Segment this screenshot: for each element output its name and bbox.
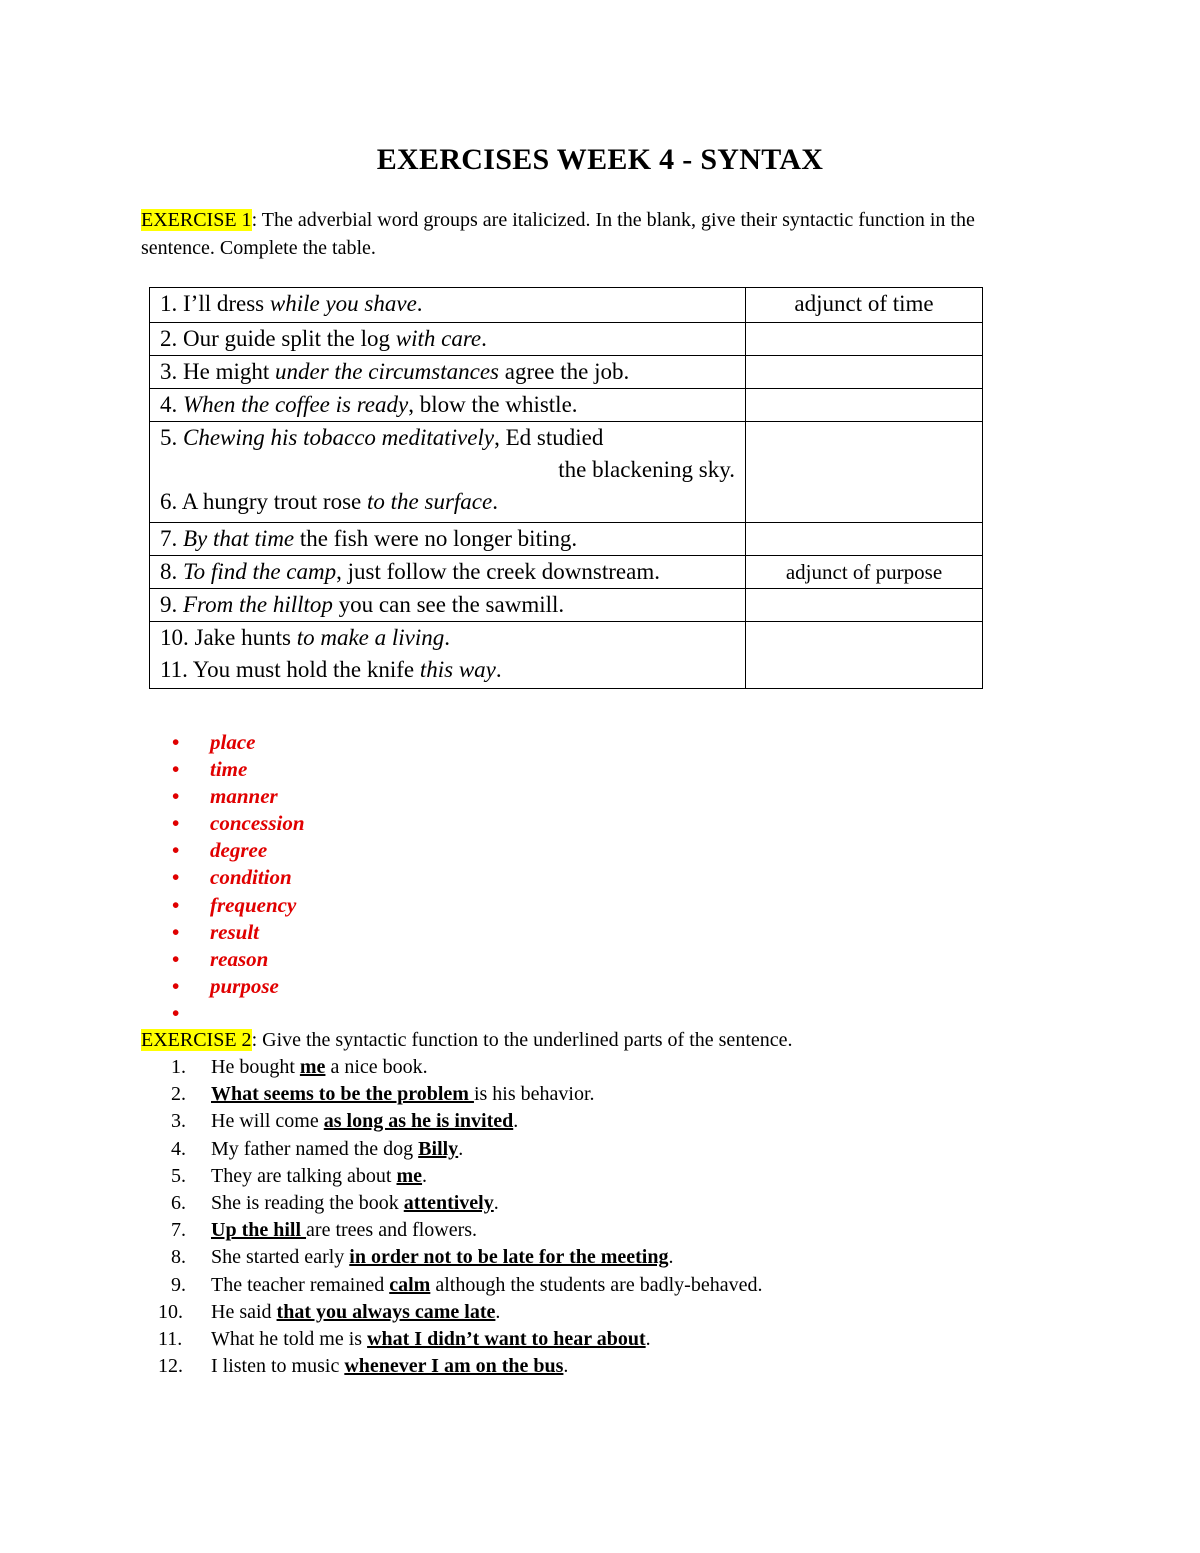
list-item: 11. What he told me is what I didn’t want to hear about. [158,1327,651,1350]
list-item: 8. She started early in order not to be late for the meeting. [171,1246,674,1269]
sentence-cell: 4. When the coffee is ready, blow the whistle. [150,389,746,422]
answer-cell[interactable] [746,356,983,389]
list-item: • manner [172,783,305,810]
sentence-cell: 3. He might under the circumstances agree the job. [150,356,746,389]
list-item: • concession [172,810,305,837]
list-item: 7. Up the hill are trees and flowers. [171,1219,478,1242]
sentence-cell: 5. Chewing his tobacco meditatively, Ed studied the blackening sky. 6. A hungry trout rose to the surface. [150,422,746,523]
table-row [150,523,983,556]
list-item: 4. My father named the dog Billy. [171,1137,464,1160]
sentence-cell: 9. From the hilltop you can see the sawmill. [150,589,746,622]
list-item: 9. The teacher remained calm although the students are badly-behaved. [171,1273,763,1296]
answer-cell[interactable] [746,422,983,523]
exercise-1-table [149,287,983,689]
answer-cell[interactable] [746,523,983,556]
list-item: • degree [172,837,305,864]
table-row [150,556,983,589]
exercise-1-text: : The adverbial word groups are italicized. In the blank, give their syntactic function in the sentence. Complete the table. [141,209,975,259]
answer-cell[interactable] [746,389,983,422]
list-item: • frequency [172,892,305,919]
list-item: • result [172,919,305,946]
exercise-2-list [140,1054,762,1380]
answer-cell[interactable] [746,589,983,622]
answer-cell[interactable] [746,622,983,689]
exercise-2-text: : Give the syntactic function to the underlined parts of the sentence. [251,1029,793,1051]
sentence-cell: 2. Our guide split the log with care. [150,323,746,356]
list-item: • place [172,729,305,756]
table-row [150,356,983,389]
sentence-cell: 7. By that time the fish were no longer biting. [150,523,746,556]
exercise-2-label: EXERCISE 2 [141,1029,252,1051]
function-options-list [172,729,305,1027]
exercise-1-label: EXERCISE 1 [141,209,252,231]
answer-cell[interactable]: adjunct of time [746,288,983,323]
answer-cell[interactable] [746,323,983,356]
table-row [150,589,983,622]
list-item: 3. He will come as long as he is invited. [171,1110,519,1133]
sentence-cell: 1. I’ll dress while you shave. [150,288,746,323]
list-item [172,1000,305,1027]
page-title: EXERCISES WEEK 4 - SYNTAX [376,143,824,176]
table-row [150,389,983,422]
sentence-cell: 10. Jake hunts to make a living. 11. You must hold the knife this way. [150,622,746,689]
list-item: 10. He said that you always came late. [158,1300,501,1323]
list-item: 12. I listen to music whenever I am on the bus. [158,1355,569,1378]
sentence-cell: 8. To find the camp, just follow the creek downstream. [150,556,746,589]
list-item: • time [172,756,305,783]
answer-cell[interactable]: adjunct of purpose [746,556,983,589]
table-row [150,288,983,323]
exercise-1-instructions [141,206,1001,262]
list-item: 1. He bought me a nice book. [171,1056,428,1078]
table-row [150,323,983,356]
exercise-2-instructions [141,1027,793,1053]
list-item: • purpose [172,973,305,1000]
table-row [150,422,983,523]
list-item: 6. She is reading the book attentively. [171,1191,499,1214]
list-item: • reason [172,946,305,973]
table-row [150,622,983,689]
list-item: • condition [172,864,305,891]
list-item: 2. What seems to be the problem is his behavior. [171,1083,595,1106]
list-item: 5. They are talking about me. [171,1164,428,1187]
